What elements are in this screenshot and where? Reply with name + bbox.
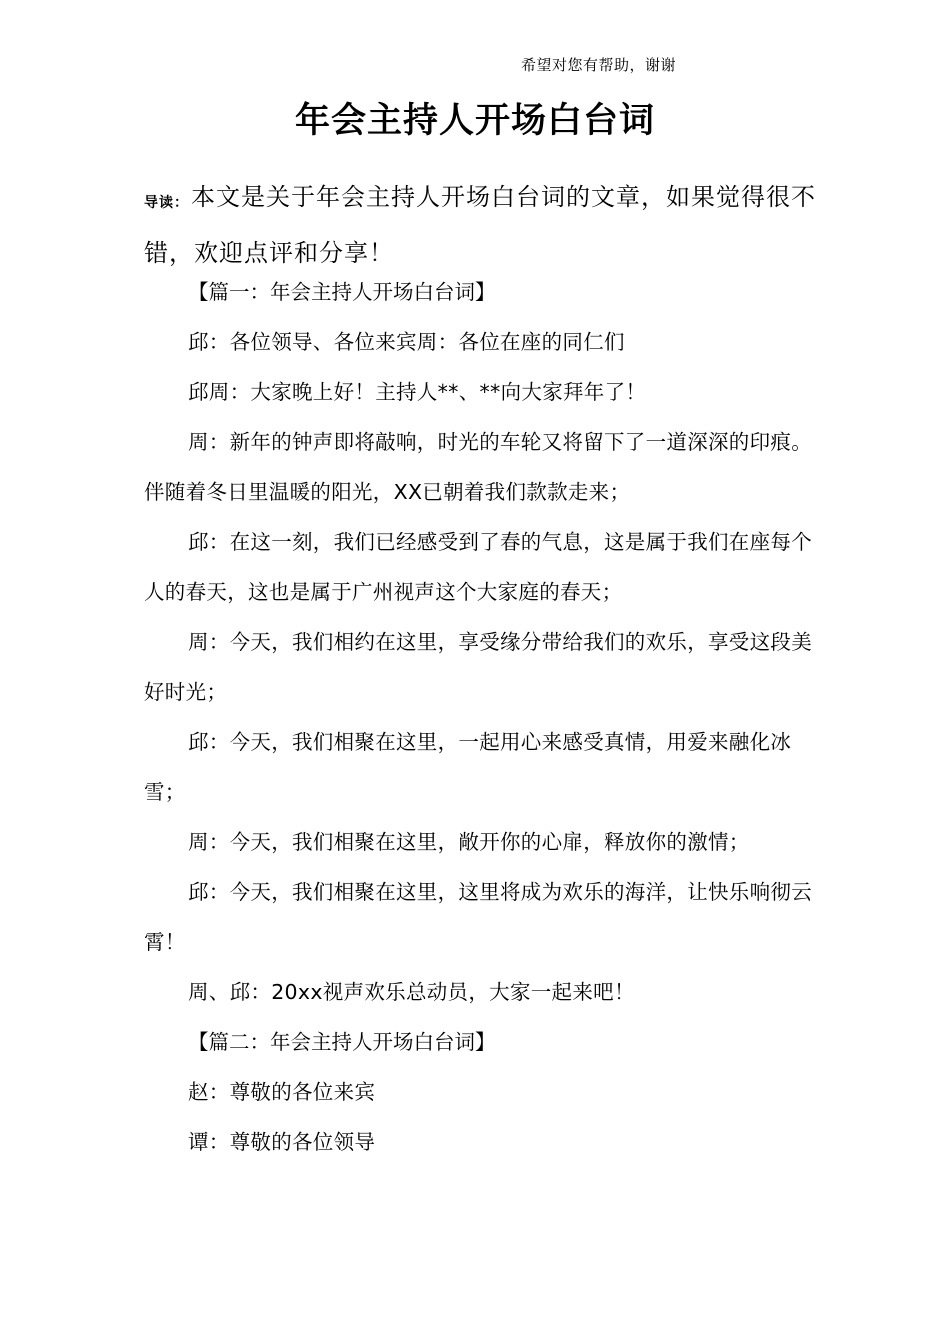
paragraph: 周、邱：20xx视声欢乐总动员，大家一起来吧！ bbox=[188, 980, 635, 1004]
paragraph: 邱周：大家晚上好！主持人**、**向大家拜年了！ bbox=[188, 380, 647, 404]
paragraph: 周：今天，我们相约在这里，享受缘分带给我们的欢乐，享受这段美好时光； bbox=[144, 630, 812, 704]
intro-paragraph bbox=[144, 172, 824, 278]
section-heading: 【篇一：年会主持人开场白台词】 bbox=[188, 280, 496, 304]
intro-label: 导读： bbox=[144, 195, 189, 211]
intro-text: 本文是关于年会主持人开场白台词的文章，如果觉得很不错，欢迎点评和分享！ bbox=[144, 183, 816, 267]
paragraph: 赵：尊敬的各位来宾 bbox=[188, 1080, 376, 1104]
paragraph: 周：新年的钟声即将敲响，时光的车轮又将留下了一道深深的印痕。伴随着冬日里温暖的阳光，XX已朝着我们款款走来； bbox=[144, 430, 812, 504]
paragraph: 谭：尊敬的各位领导 bbox=[188, 1130, 376, 1154]
header-note: 希望对您有帮助，谢谢 bbox=[521, 56, 677, 74]
document-title: 年会主持人开场白台词 bbox=[294, 101, 655, 141]
paragraph: 邱：在这一刻，我们已经感受到了春的气息，这是属于我们在座每个人的春天，这也是属于广州视声这个大家庭的春天； bbox=[144, 530, 812, 604]
document-body bbox=[144, 267, 824, 1167]
paragraph: 邱：今天，我们相聚在这里，一起用心来感受真情，用爱来融化冰雪； bbox=[144, 730, 792, 804]
paragraph: 邱：今天，我们相聚在这里，这里将成为欢乐的海洋，让快乐响彻云霄！ bbox=[144, 880, 812, 954]
paragraph: 周：今天，我们相聚在这里，敞开你的心扉，释放你的激情； bbox=[188, 830, 750, 854]
section-heading: 【篇二：年会主持人开场白台词】 bbox=[188, 1030, 496, 1054]
paragraph: 邱：各位领导、各位来宾周：各位在座的同仁们 bbox=[188, 330, 625, 354]
